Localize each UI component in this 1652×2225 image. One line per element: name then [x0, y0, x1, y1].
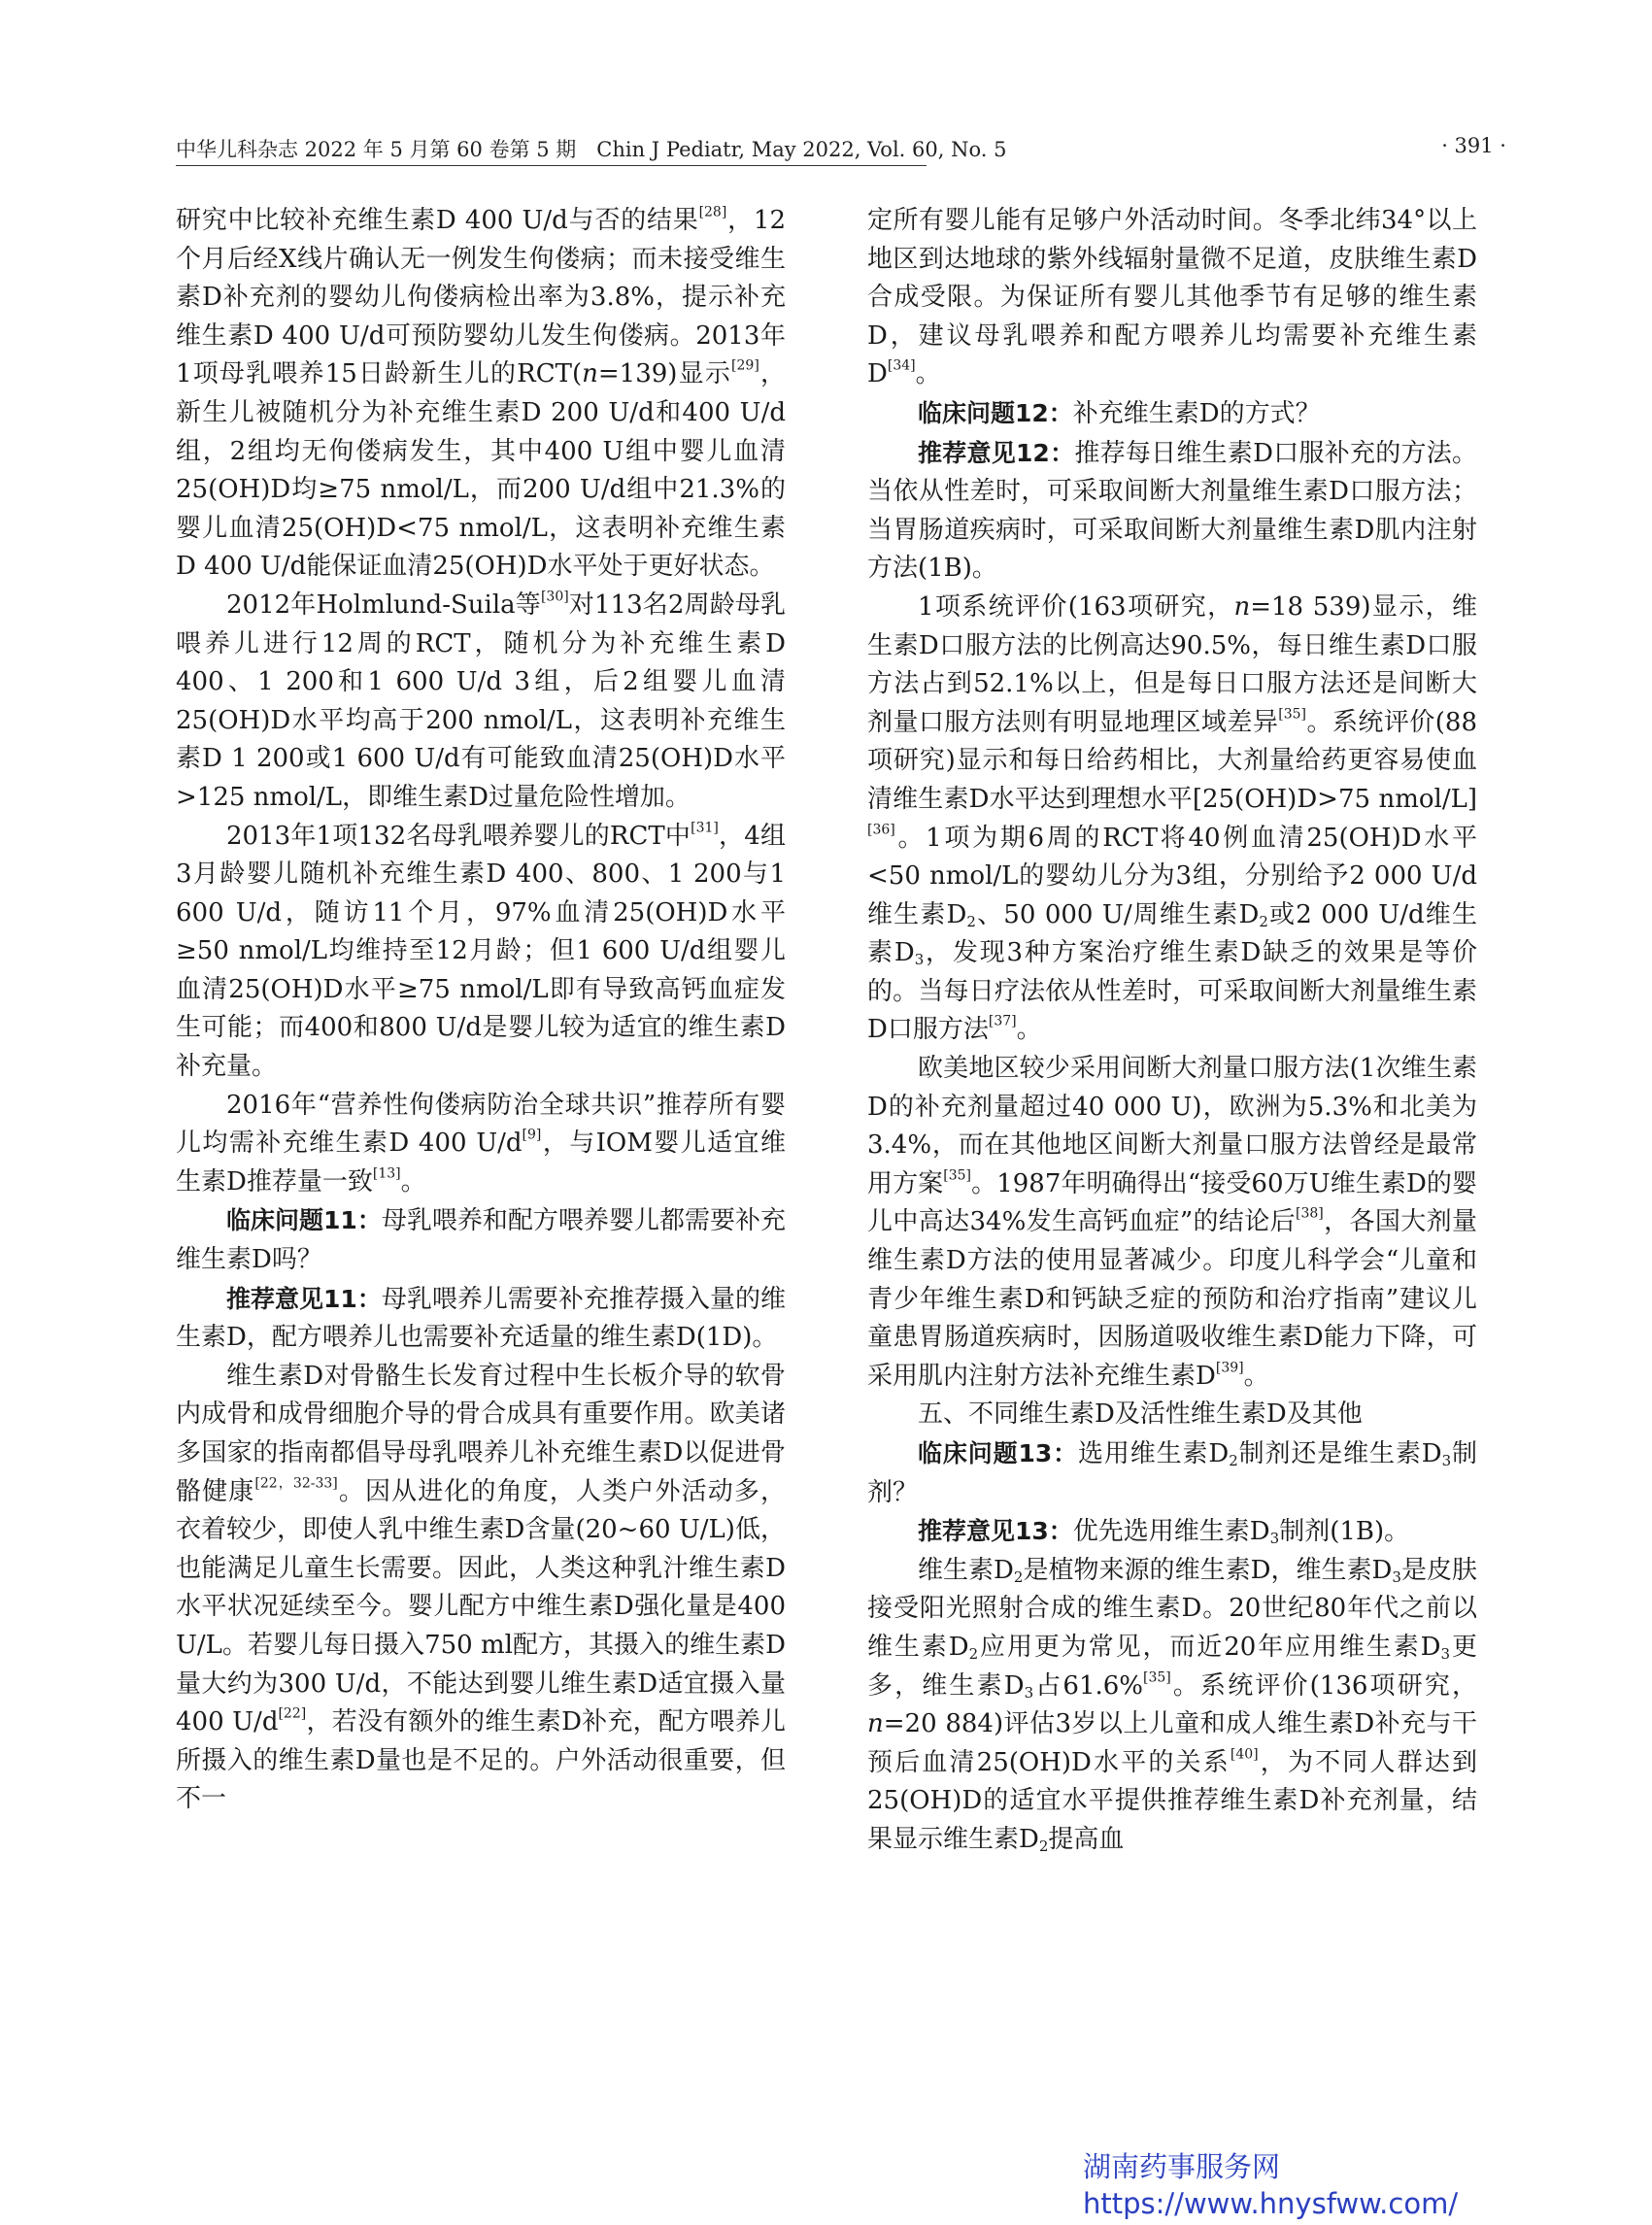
recommendation-13: 推荐意见13：优先选用维生素$D_3$制剂(1B)。: [918, 1517, 1410, 1547]
paragraph: 2013年1项132名母乳喂养婴儿的RCT中[31]，4组3月龄婴儿随机补充维生素D 400、800、1 200与1 600 U/d，随访11个月，97%血清25(OH)D水平≥50 nmol/L均维持至12月龄；但1 600 U/d组婴儿血清25(OH)D水平≥75 nmol/L即有导致高钙血症发生可能；而400和800 U/d是婴儿较为适宜的维生素D补充量。: [176, 819, 786, 1082]
paragraph: 维生素D对骨骼生长发育过程中生长板介导的软骨内成骨和成骨细胞介导的骨合成具有重要作用。欧美诸多国家的指南都倡导母乳喂养儿补充维生素D以促进骨骼健康[22，32-33]。因从进化的角度，人类户外活动多，衣着较少，即使人乳中维生素D含量(20~60 U/L)低，也能满足儿童生长需要。因此，人类这种乳汁维生素D水平状况延续至今。婴儿配方中维生素D强化量是400 U/L。若婴儿每日摄入750 ml配方，其摄入的维生素D量大约为300 U/d，不能达到婴儿维生素D适宜摄入量400 U/d[22]，若没有额外的维生素D补充，配方喂养儿所摄入的维生素D量也是不足的。户外活动很重要，但不一: [176, 1361, 786, 1814]
paragraph: 定所有婴儿能有足够户外活动时间。冬季北纬34°以上地区到达地球的紫外线辐射量微不足道，皮肤维生素D合成受限。为保证所有婴儿其他季节有足够的维生素D，建议母乳喂养和配方喂养儿均需要补充维生素D[34]。: [867, 206, 1477, 389]
paragraph: 欧美地区较少采用间断大剂量口服方法(1次维生素D的补充剂量超过40 000 U)，欧洲为5.3%和北美为3.4%，而在其他地区间断大剂量口服方法曾经是最常用方案[35]。1987年明确得出“接受60万U维生素D的婴儿中高达34%发生高钙血症”的结论后[38]，各国大剂量维生素D方法的使用显著减少。印度儿科学会“儿童和青少年维生素D和钙缺乏症的预防和治疗指南”建议儿童患胃肠道疾病时，因肠道吸收维生素D能力下降，可采用肌内注射方法补充维生素D[39]。: [867, 1054, 1477, 1391]
left-column: [176, 202, 786, 1819]
clinical-question-12: 临床问题12：补充维生素D的方式？: [918, 398, 1321, 428]
running-header: [176, 128, 1506, 163]
watermark-name: 湖南药事服务网: [1083, 2150, 1281, 2183]
site-watermark: [1083, 2148, 1568, 2222]
paragraph: 研究中比较补充维生素D 400 U/d与否的结果[28]，12个月后经X线片确认无一例发生佝偻病；而未接受维生素D补充剂的婴幼儿佝偻病检出率为3.8%，提示补充维生素D 400 U/d可预防婴幼儿发生佝偻病。2013年1项母乳喂养15日龄新生儿的RCT(n=139)显示[29]，新生儿被随机分为补充维生素D 200 U/d和400 U/d组，2组均无佝偻病发生，其中400 U组中婴儿血清25(OH)D均≥75 nmol/L，而200 U/d组中21.3%的婴儿血清25(OH)D<75 nmol/L，这表明补充维生素D 400 U/d能保证血清25(OH)D水平处于更好状态。: [176, 204, 786, 582]
page-number: · 391 ·: [1441, 134, 1506, 157]
section-heading: 五、不同维生素D及活性维生素D及其他: [918, 1399, 1363, 1430]
paragraph: 维生素$D_2$是植物来源的维生素D，维生素$D_3$是皮肤接受阳光照射合成的维生素D。20世纪80年代之前以维生素$D_2$应用更为常见，而近20年应用维生素$D_3$更多，维生素$D_3$占61.6%[35]。系统评价(136项研究，n=20 884)评估3岁以上儿童和成人维生素D补充与干预后血清25(OH)D水平的关系[40]，为不同人群达到25(OH)D的适宜水平提供推荐维生素D补充剂量，结果显示维生素$D_2$提高血: [867, 1555, 1477, 1855]
paragraph: 2012年Holmlund-Suila等[30]对113名2周龄母乳喂养儿进行12周的RCT，随机分为补充维生素D 400、1 200和1 600 U/d 3组，后2组婴儿血清25(OH)D水平均高于200 nmol/L，这表明补充维生素D 1 200或1 600 U/d有可能致血清25(OH)D水平>125 nmol/L，即维生素D过量危险性增加。: [176, 589, 786, 812]
watermark-url[interactable]: https://www.hnysfww.com/: [1083, 2187, 1459, 2220]
recommendation-12: 推荐意见12：推荐每日维生素D口服补充的方法。当依从性差时，可采取间断大剂量维生素D口服方法；当胃肠道疾病时，可采取间断大剂量维生素D肌内注射方法(1B)。: [867, 438, 1477, 584]
clinical-question-13: 临床问题13：选用维生素$D_2$制剂还是维生素$D_3$制剂？: [867, 1439, 1477, 1507]
clinical-question-11: 临床问题11：母乳喂养和配方喂养婴儿都需要补充维生素D吗？: [176, 1206, 786, 1275]
recommendation-11: 推荐意见11：母乳喂养儿需要补充推荐摄入量的维生素D，配方喂养儿也需要补充适量的维生素D(1D)。: [176, 1284, 786, 1353]
header-rule: [176, 165, 927, 166]
paragraph: 2016年“营养性佝偻病防治全球共识”推荐所有婴儿均需补充维生素D 400 U/d[9]，与IOM婴儿适宜维生素D推荐量一致[13]。: [176, 1090, 786, 1197]
right-column: [867, 202, 1477, 1860]
journal-citation: 中华儿科杂志 2022 年 5 月第 60 卷第 5 期 Chin J Pediatr, May 2022, Vol. 60, No. 5: [176, 138, 1007, 161]
paragraph: 1项系统评价(163项研究，n=18 539)显示，维生素D口服方法的比例高达90.5%，每日维生素D口服方法占到52.1%以上，但是每日口服方法还是间断大剂量口服方法则有明显地理区域差异[35]。系统评价(88项研究)显示和每日给药相比，大剂量给药更容易使血清维生素D水平达到理想水平[25(OH)D>75 nmol/L][36]。1项为期6周的RCT将40例血清25(OH)D水平<50 nmol/L的婴幼儿分为3组，分别给予2 000 U/d维生素$D_2$、50 000 U/周维生素$D_2$或2 000 U/d维生素$D_3$，发现3种方案治疗维生素D缺乏的效果是等价的。当每日疗法依从性差时，可采取间断大剂量维生素D口服方法[37]。: [867, 591, 1478, 1045]
